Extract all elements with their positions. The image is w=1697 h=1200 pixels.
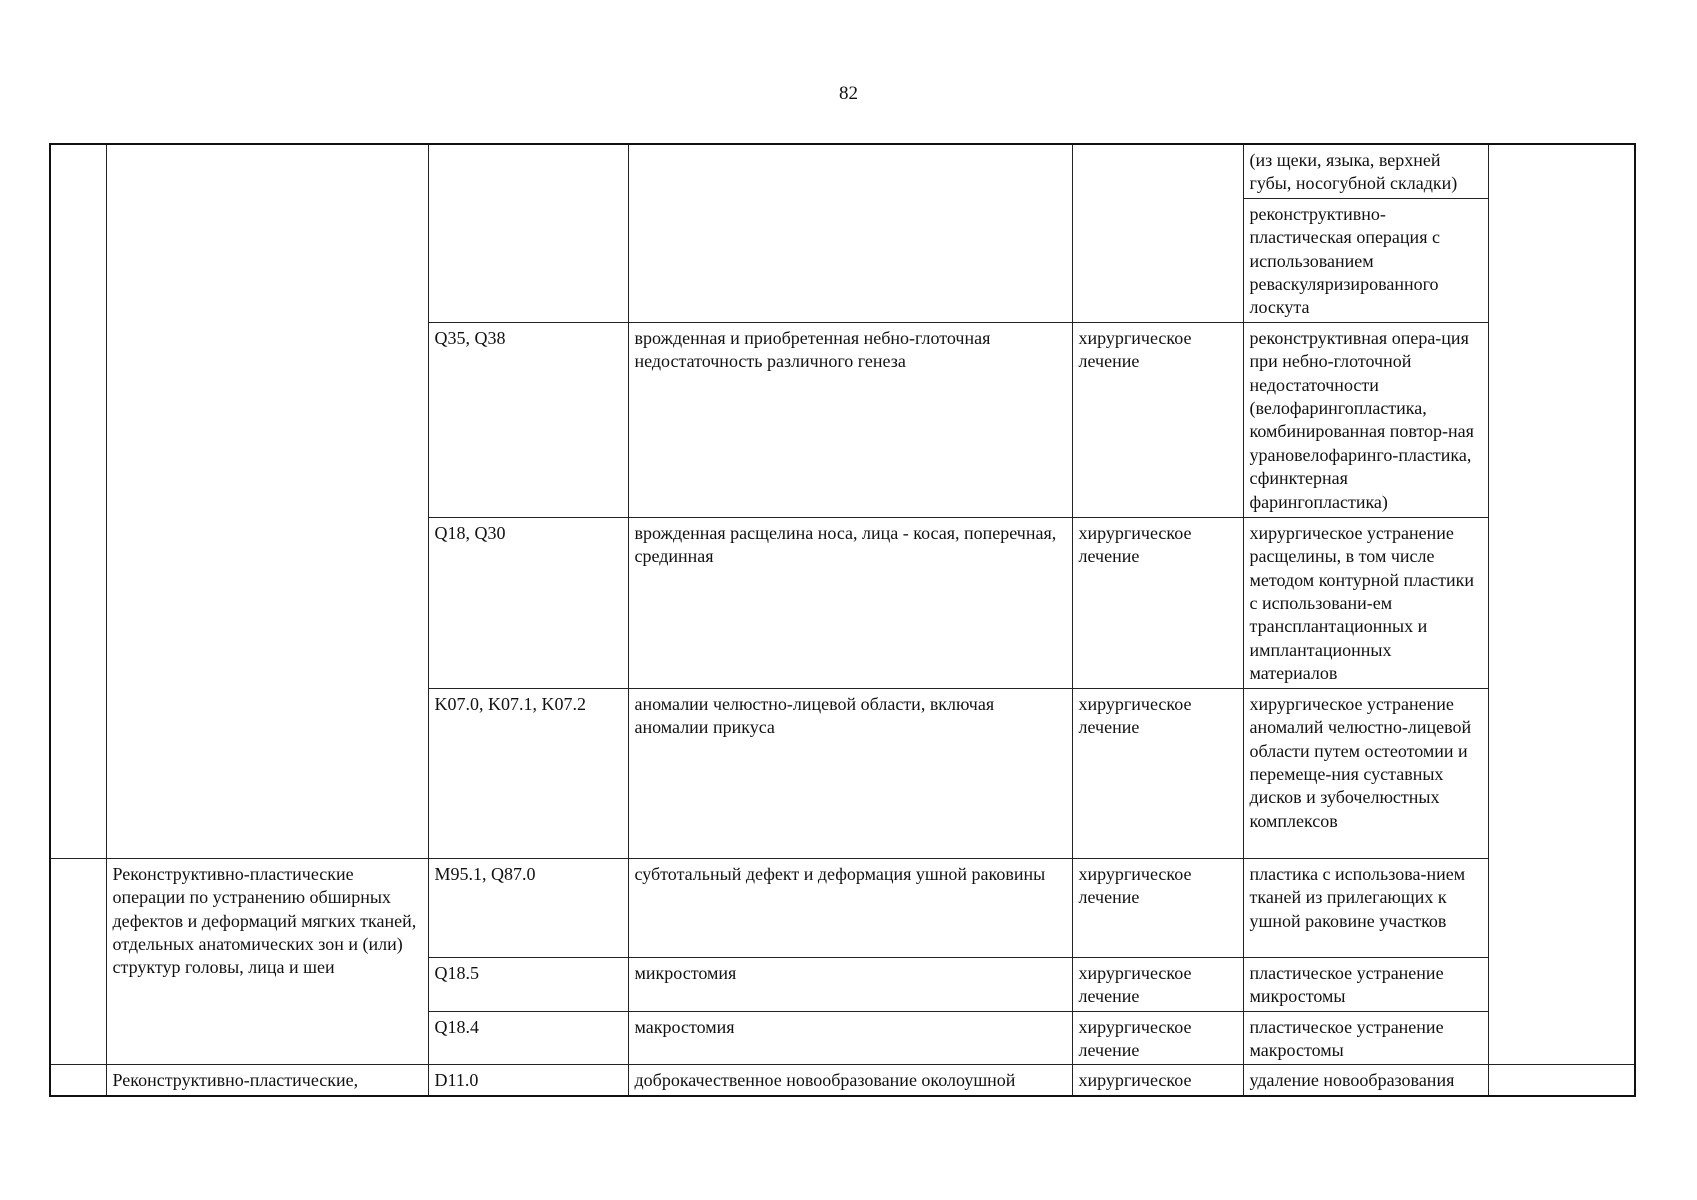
diagnosis-cell: микростомия [628, 957, 1072, 1011]
group-cell: Реконструктивно-пластические операции по устранению обширных дефектов и деформаций мягких тканей, отдельных анатомических зон и (или) структур головы, лица и шеи [106, 858, 428, 1065]
method-cell: (из щеки, языка, верхней губы, носогубной складки) [1243, 144, 1488, 198]
group-cell: Реконструктивно-пластические, [106, 1065, 428, 1096]
table-row [50, 858, 1635, 957]
method-cell: реконструктивно-пластическая операция с использованием реваскуляризированного лоскута [1243, 198, 1488, 322]
page-number: 82 [839, 83, 858, 104]
diagnosis-cell: доброкачественное новообразование околоушной [628, 1065, 1072, 1096]
method-cell: хирургическое устранение расщелины, в том числе методом контурной пластики с использовани-ем трансплантационных и имплантационных материалов [1243, 517, 1488, 688]
code-cell: Q18, Q30 [428, 517, 628, 688]
table-row [50, 144, 1635, 198]
method-cell: удаление новообразования [1243, 1065, 1488, 1096]
diagnosis-cell: аномалии челюстно-лицевой области, включая аномалии прикуса [628, 688, 1072, 858]
code-cell [428, 144, 628, 322]
method-cell: пластическое устранение микростомы [1243, 957, 1488, 1011]
number-cell [50, 144, 106, 858]
treatment-cell: хирургическое лечение [1072, 1011, 1243, 1065]
number-cell [50, 1065, 106, 1096]
treatment-cell: хирургическое лечение [1072, 517, 1243, 688]
table-row [50, 1065, 1635, 1096]
diagnosis-cell: врожденная и приобретенная небно-глоточная недостаточность различного генеза [628, 322, 1072, 517]
treatment-cell: хирургическое лечение [1072, 322, 1243, 517]
method-cell: пластика с использова-нием тканей из прилегающих к ушной раковине участков [1243, 858, 1488, 957]
code-cell: K07.0, K07.1, K07.2 [428, 688, 628, 858]
group-cell [106, 144, 428, 858]
extra-cell [1488, 144, 1635, 1065]
code-cell: M95.1, Q87.0 [428, 858, 628, 957]
method-cell: пластическое устранение макростомы [1243, 1011, 1488, 1065]
method-cell: хирургическое устранение аномалий челюстно-лицевой области путем остеотомии и перемеще-ния суставных дисков и зубочелюстных комплексов [1243, 688, 1488, 858]
code-cell: D11.0 [428, 1065, 628, 1096]
diagnosis-cell [628, 144, 1072, 322]
code-cell: Q18.5 [428, 957, 628, 1011]
extra-cell [1488, 1065, 1635, 1096]
code-cell: Q35, Q38 [428, 322, 628, 517]
treatment-cell: хирургическое лечение [1072, 957, 1243, 1011]
treatment-cell: хирургическое лечение [1072, 688, 1243, 858]
method-cell: реконструктивная опера-ция при небно-глоточной недостаточности (велофарингопластика, комбинированная повтор-ная урановелофаринго-пластика, сфинктерная фарингопластика) [1243, 322, 1488, 517]
diagnosis-cell: макростомия [628, 1011, 1072, 1065]
treatment-table [49, 143, 1636, 1097]
number-cell [50, 858, 106, 1065]
treatment-cell: хирургическое лечение [1072, 858, 1243, 957]
diagnosis-cell: субтотальный дефект и деформация ушной раковины [628, 858, 1072, 957]
code-cell: Q18.4 [428, 1011, 628, 1065]
treatment-cell: хирургическое [1072, 1065, 1243, 1096]
treatment-cell [1072, 144, 1243, 322]
diagnosis-cell: врожденная расщелина носа, лица - косая, поперечная, срединная [628, 517, 1072, 688]
